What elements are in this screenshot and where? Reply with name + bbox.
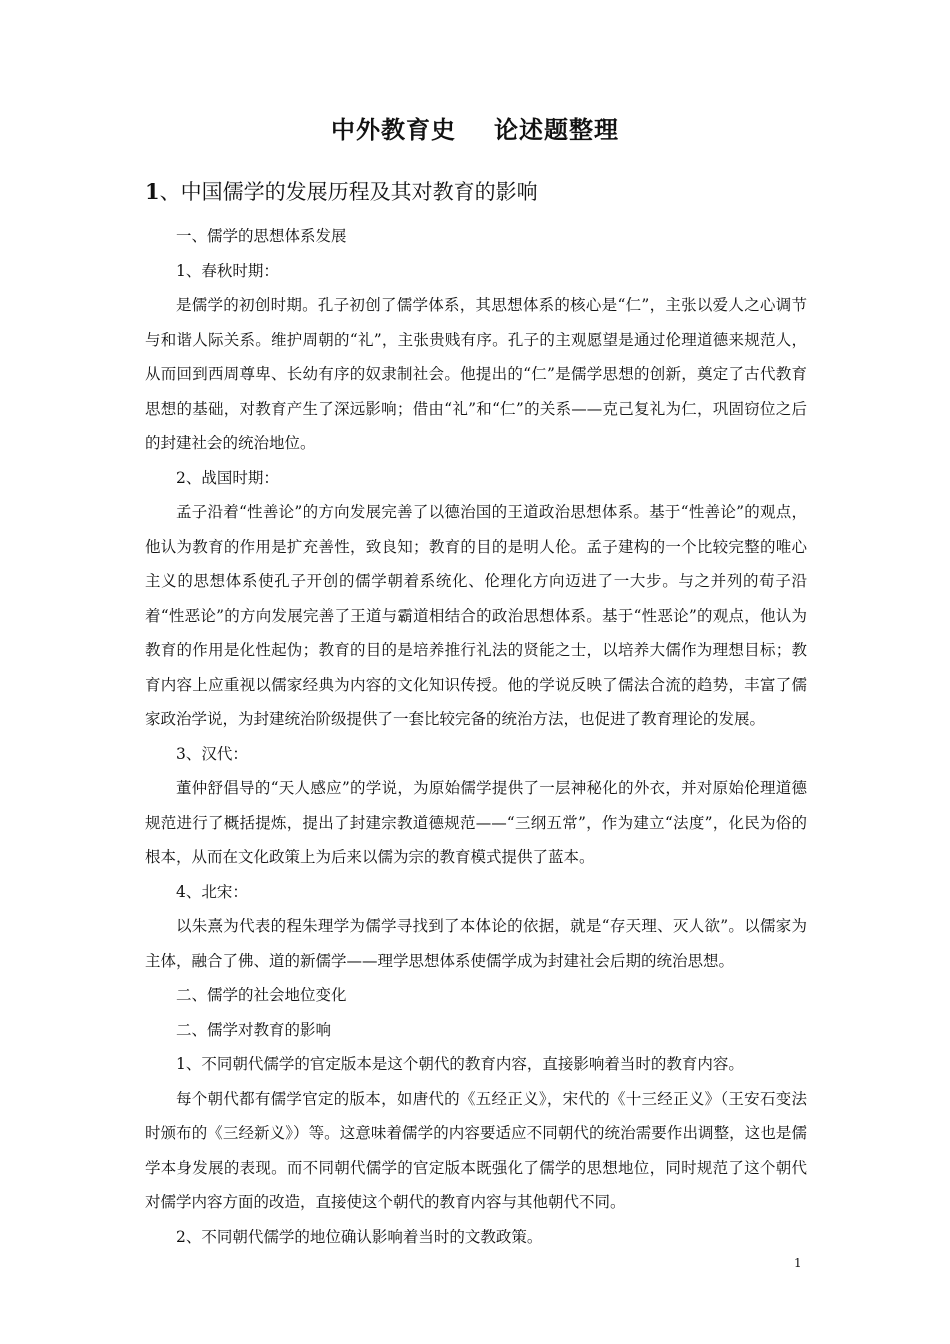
section-heading-text: 、中国儒学的发展历程及其对教育的影响 (159, 180, 538, 204)
section-heading (145, 176, 538, 206)
body-paragraph: 每个朝代都有儒学官定的版本，如唐代的《五经正义》，宋代的《十三经正义》（王安石变法时颁布的《三经新义》）等。这意味着儒学的内容要适应不同朝代的统治需要作出调整，这也是儒学本身发展的表现。而不同朝代儒学的官定版本既强化了儒学的思想地位，同时规范了这个朝代对儒学内容方面的改造，直接使这个朝代的教育内容与其他朝代不同。 (145, 1089, 807, 1211)
subheading: 1、不同朝代儒学的官定版本是这个朝代的教育内容，直接影响着当时的教育内容。 (176, 1055, 744, 1073)
page-number: 1 (794, 1256, 802, 1270)
subheading: 4、北宋： (176, 882, 248, 901)
subheading: 2、战国时期： (176, 468, 279, 487)
subheading: 3、汉代： (176, 744, 248, 763)
title-part-1: 中外教育史 (331, 116, 456, 144)
title-part-2: 论述题整理 (494, 116, 619, 144)
page-title (0, 110, 950, 145)
body-paragraph: 以朱熹为代表的程朱理学为儒学寻找到了本体论的依据，就是“存天理、灭人欲”。以儒家为主体，融合了佛、道的新儒学——理学思想体系使儒学成为封建社会后期的统治思想。 (145, 917, 807, 970)
section-number: 1 (145, 179, 160, 204)
subheading: 二、儒学对教育的影响 (176, 1020, 332, 1039)
body-paragraph: 董仲舒倡导的“天人感应”的学说，为原始儒学提供了一层神秘化的外衣，并对原始伦理道德规范进行了概括提炼，提出了封建宗教道德规范——“三纲五常”，作为建立“法度”，化民为俗的根本，从而在文化政策上为后来以儒为宗的教育模式提供了蓝本。 (145, 779, 807, 866)
subheading: 1、春秋时期： (176, 261, 279, 280)
body-paragraph: 孟子沿着“性善论”的方向发展完善了以德治国的王道政治思想体系。基于“性善论”的观点，他认为教育的作用是扩充善性，致良知；教育的目的是明人伦。孟子建构的一个比较完整的唯心主义的思想体系使孔子开创的儒学朝着系统化、伦理化方向迈进了一大步。与之并列的荀子沿着“性恶论”的方向发展完善了王道与霸道相结合的政治思想体系。基于“性恶论”的观点，他认为教育的作用是化性起伪；教育的目的是培养推行礼法的贤能之士，以培养大儒作为理想目标；教育内容上应重视以儒家经典为内容的文化知识传授。他的学说反映了儒法合流的趋势，丰富了儒家政治学说，为封建统治阶级提供了一套比较完备的统治方法，也促进了教育理论的发展。 (145, 503, 807, 728)
body-content (145, 219, 807, 1254)
body-paragraph: 是儒学的初创时期。孔子初创了儒学体系，其思想体系的核心是“仁”，主张以爱人之心调节与和谐人际关系。维护周朝的“礼”，主张贵贱有序。孔子的主观愿望是通过伦理道德来规范人，从而回到西周尊卑、长幼有序的奴隶制社会。他提出的“仁”是儒学思想的创新，奠定了古代教育思想的基础，对教育产生了深远影响；借由“礼”和“仁”的关系——克己复礼为仁，巩固窃位之后的封建社会的统治地位。 (145, 296, 807, 452)
subheading: 二、儒学的社会地位变化 (176, 986, 347, 1004)
subheading: 一、儒学的思想体系发展 (176, 227, 347, 245)
subheading: 2、不同朝代儒学的地位确认影响着当时的文教政策。 (176, 1227, 543, 1246)
